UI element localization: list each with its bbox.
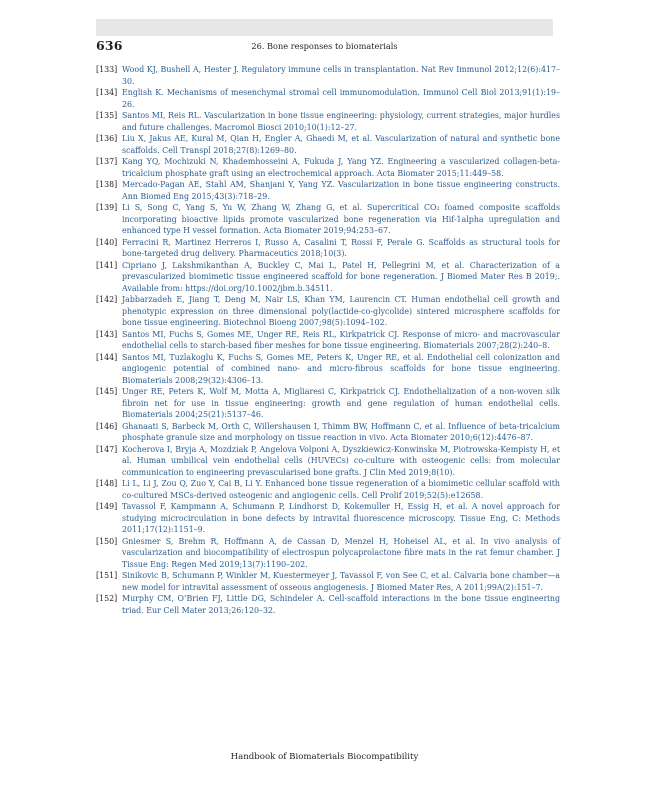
reference-number: [143]	[96, 329, 118, 339]
reference-number: [146]	[96, 421, 118, 431]
reference-item	[96, 202, 560, 237]
reference-citation: Santos MI, Reis RL. Vascularization in bone tissue engineering: physiology, current strategies, major hurdles and future challenges. Macromol Biosci 2010;10(1):12–27.	[122, 111, 560, 132]
reference-number: [147]	[96, 444, 118, 454]
reference-text	[122, 133, 560, 156]
reference-text	[122, 237, 560, 260]
reference-item	[96, 156, 560, 179]
reference-number: [135]	[96, 111, 118, 120]
reference-citation: Liu X, Jakus AE, Kural M, Qian H, Engler A, Ghaedi M, et al. Vascularization of natural and synthetic bone scaffolds. Cell Transpl 2018;27(8):1269–80.	[122, 134, 560, 155]
reference-citation: Santos MI, Fuchs S, Gomes ME, Unger RE, Reis RL, Kirkpatrick CJ. Response of micro- and macrovascular endothelial cells to starch-based fiber meshes for bone tissue engineering. Biomaterials 2007;28(2):240–8.	[122, 329, 560, 350]
reference-citation: Murphy CM, O’Brien FJ, Little DG, Schindeler A. Cell-scaffold interactions in the bone tissue engineering triad. Eur Cell Mater 2013;26:120–32.	[122, 594, 560, 615]
reference-citation: Ferracini R, Martinez Herreros I, Russo A, Casalini T, Rossi F, Perale G. Scaffolds as structural tools for bone-targeted drug delivery. Pharmaceutics 2018;10(3).	[122, 237, 560, 258]
reference-text[interactable]	[122, 260, 560, 295]
book-title-footer: Handbook of Biomaterials Biocompatibility	[230, 752, 419, 762]
reference-number: [151]	[96, 571, 118, 580]
doi-link[interactable]: https://doi.org/10.1002/jbm.b.34511	[185, 283, 331, 293]
reference-number: [140]	[96, 237, 118, 247]
reference-number: [144]	[96, 352, 118, 362]
reference-item	[96, 444, 560, 479]
reference-item	[96, 329, 560, 352]
reference-citation: Li L, Li J, Zou Q, Zuo Y, Cai B, Li Y. Enhanced bone tissue regeneration of a biomimetic cellular scaffold with co-cultured MSCs-derived osteogenic and angiogenic cells. Cell Prolif 2019;52(5):e12658.	[122, 479, 560, 500]
reference-number: [148]	[96, 479, 118, 488]
reference-text	[122, 352, 560, 387]
reference-item	[96, 110, 560, 133]
reference-number: [136]	[96, 134, 118, 143]
reference-item	[96, 352, 560, 387]
reference-text	[122, 110, 560, 133]
reference-number: [138]	[96, 180, 118, 189]
reference-citation: Cipriano J, Lakshmikanthan A, Buckley C, Mai L, Patel H, Pellegrini M, et al. Characterization of a prevascularized biomimetic tissue engineered scaffold for bone regeneration. J Biomed Mater Res B 2019;. Available from:	[122, 260, 560, 293]
reference-text	[122, 444, 560, 479]
reference-number: [150]	[96, 536, 118, 546]
reference-number: [137]	[96, 157, 118, 166]
reference-citation: Tavassol F, Kampmann A, Schumann P, Lindhorst D, Kokemuller H, Essig H, et al. A novel approach for studying microcirculation in bone defects by intravital fluorescence microscopy. Tissue Eng, C: Methods 2011;17(12):1151–9.	[122, 502, 560, 534]
reference-text	[122, 202, 560, 237]
reference-text	[122, 386, 560, 421]
reference-item	[96, 593, 560, 616]
reference-item	[96, 260, 560, 295]
reference-citation: Santos MI, Tuzlakoglu K, Fuchs S, Gomes ME, Peters K, Unger RE, et al. Endothelial cell colonization and angiogenic potential of combined nano- and micro-fibrous scaffolds for bone tissue engineering. Biomaterials 2008;29(32):4306–13.	[122, 352, 560, 385]
reference-item	[96, 179, 560, 202]
reference-item	[96, 64, 560, 87]
reference-item	[96, 87, 560, 110]
reference-citation: Wood KJ, Bushell A, Hester J. Regulatory immune cells in transplantation. Nat Rev Immunol 2012;12(6):417–30.	[122, 65, 560, 86]
reference-number: [152]	[96, 594, 118, 603]
reference-item	[96, 421, 560, 444]
reference-number: [141]	[96, 260, 118, 270]
reference-text	[122, 329, 560, 352]
reference-text	[122, 87, 560, 110]
reference-text	[122, 64, 560, 87]
reference-number: [139]	[96, 203, 118, 212]
reference-item	[96, 478, 560, 501]
reference-item	[96, 133, 560, 156]
reference-citation: Kang YQ, Mochizuki N, Khademhosseini A, Fukuda J, Yang YZ. Engineering a vascularized collagen-beta-tricalcium phosphate graft using an electrochemical approach. Acta Biomater 2015;11:449–58.	[122, 157, 560, 178]
reference-item	[96, 570, 560, 593]
reference-item	[96, 294, 560, 329]
reference-citation: Li S, Song C, Yang S, Yu W, Zhang W, Zhang G, et al. Supercritical CO₂ foamed composite scaffolds incorporating bioactive lipids promote vascularized bone regeneration via Hif-1alpha upregulation and enhanced type H vessel formation. Acta Biomater 2019;94:253–67.	[122, 203, 560, 235]
reference-number: [149]	[96, 502, 118, 511]
reference-text	[122, 593, 560, 616]
reference-citation: English K. Mechanisms of mesenchymal stromal cell immunomodulation. Immunol Cell Biol 2013;91(1):19–26.	[122, 88, 560, 109]
header-bar	[96, 19, 553, 36]
reference-text	[122, 570, 560, 593]
reference-text	[122, 156, 560, 179]
reference-citation: Gniesmer S, Brehm R, Hoffmann A, de Cassan D, Menzel H, Hoheisel AL, et al. In vivo analysis of vascularization and biocompatibility of electrospun polycaprolactone fibre mats in the rat femur chamber. J Tissue Eng: Regen Med 2019;13(7):1190–202.	[122, 536, 560, 569]
reference-text	[122, 478, 560, 501]
reference-text	[122, 536, 560, 571]
chapter-title: 26. Bone responses to biomaterials	[251, 41, 398, 51]
reference-text	[122, 421, 560, 444]
reference-list	[96, 64, 560, 616]
reference-item	[96, 501, 560, 536]
reference-citation: Jabbarzadeh E, Jiang T, Deng M, Nair LS, Khan YM, Laurencin CT. Human endothelial cell growth and phenotypic expression on three dimensional poly(lactide-co-glycolide) sintered microsphere scaffolds for bone tissue engineering. Biotechnol Bioeng 2007;98(5):1094–102.	[122, 295, 560, 327]
reference-text	[122, 179, 560, 202]
reference-citation: Unger RE, Peters K, Wolf M, Motta A, Migliaresi C, Kirkpatrick CJ. Endothelialization of a non-woven silk fibroin net for use in tissue engineering: growth and gene regulation of human endothelial cells. Biomaterials 2004;25(21):5137–46.	[122, 387, 560, 419]
reference-citation: Ghanaati S, Barbeck M, Orth C, Willershausen I, Thimm BW, Hoffmann C, et al. Influence of beta-tricalcium phosphate granule size and morphology on tissue reaction in vivo. Acta Biomater 2010;6(12):4476–87.	[122, 421, 560, 442]
reference-number: [145]	[96, 387, 118, 396]
page-number: 636	[96, 38, 123, 53]
reference-citation: Sinikovic B, Schumann P, Winkler M, Kuestermeyer J, Tavassol F, von See C, et al. Calvaria bone chamber—a new model for intravital assessment of osseous angiogenesis. J Biomed Mater Res, A 2011;99A(2):151–7.	[122, 571, 560, 592]
reference-citation: Mercado-Pagan AE, Stahl AM, Shanjani Y, Yang YZ. Vascularization in bone tissue engineering constructs. Ann Biomed Eng 2015;43(3):718–29.	[122, 180, 560, 201]
reference-tail: .	[330, 283, 333, 293]
reference-text	[122, 501, 560, 536]
reference-citation: Kocherova I, Bryja A, Mozdziak P, Angelova Volponi A, Dyszkiewicz-Konwinska M, Piotrowska-Kempisty H, et al. Human umbilical vein endothelial cells (HUVECs) co-culture with osteogenic cells: from molecular communication to engineering prevascularised bone grafts. J Clin Med 2019;8(10).	[122, 444, 560, 477]
reference-text	[122, 294, 560, 329]
reference-item	[96, 386, 560, 421]
reference-item	[96, 536, 560, 571]
reference-number: [142]	[96, 295, 118, 304]
reference-number: [134]	[96, 88, 118, 97]
reference-number: [133]	[96, 65, 118, 74]
reference-item	[96, 237, 560, 260]
